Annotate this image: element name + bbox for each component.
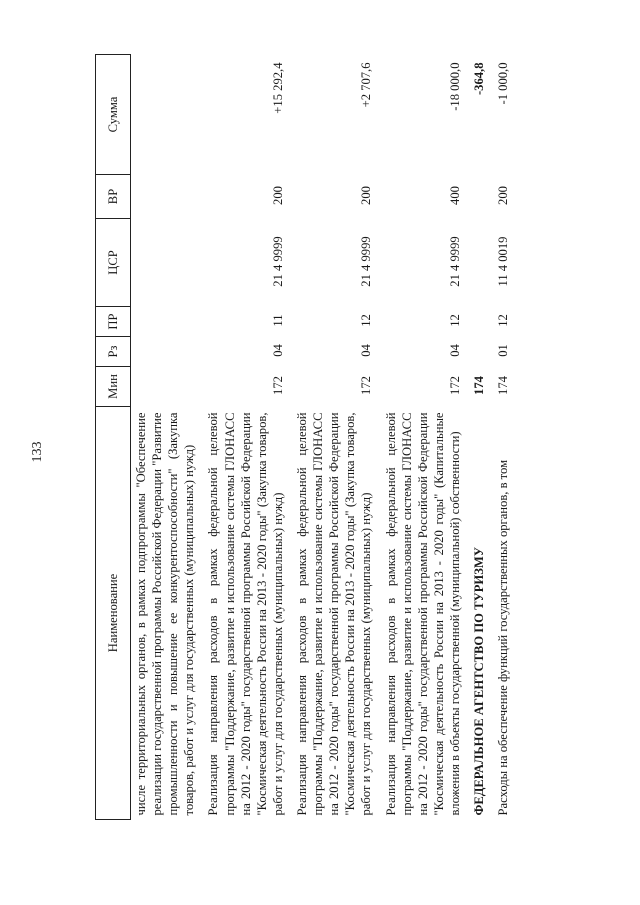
- cell-csr: [131, 219, 202, 307]
- table-row: [201, 55, 290, 820]
- table-row: [131, 55, 202, 820]
- cell-pr: 11: [270, 314, 285, 327]
- header-min: Мин: [96, 367, 131, 407]
- cell-rz: 04: [270, 344, 285, 357]
- cell-sum: +15 292,4: [270, 62, 285, 114]
- cell-sum: [131, 55, 202, 175]
- cell-csr: 21 4 9999: [447, 236, 462, 287]
- table-row: [491, 55, 515, 820]
- header-vr: ВР: [96, 175, 131, 219]
- table-row: [379, 55, 468, 820]
- cell-min: 172: [270, 376, 285, 395]
- cell-min: 172: [359, 376, 374, 395]
- table-header-row: [96, 55, 131, 820]
- header-csr: ЦСР: [96, 219, 131, 307]
- header-sum: Сумма: [96, 55, 131, 175]
- cell-vr: [467, 175, 491, 219]
- cell-sum: -1 000,0: [496, 62, 511, 105]
- cell-csr: 21 4 9999: [359, 236, 374, 287]
- table-row: [467, 55, 491, 820]
- cell-min: 172: [447, 376, 462, 395]
- cell-name: ФЕДЕРАЛЬНОЕ АГЕНТСТВО ПО ТУРИЗМУ: [472, 547, 487, 816]
- cell-csr: 21 4 9999: [270, 236, 285, 287]
- cell-csr: 11 4 0019: [496, 236, 511, 287]
- cell-min: 174: [496, 376, 511, 395]
- budget-table-container: [95, 55, 595, 820]
- cell-sum: -18 000,0: [447, 62, 462, 111]
- cell-name: Расходы на обеспечение функций государственных органов, в том: [496, 459, 511, 816]
- cell-pr: 12: [359, 314, 374, 327]
- cell-name: числе территориальных органов, в рамках подпрограммы "Обеспечение реализации государственной программы Российской Федерации "Развитие промышленности и повышение ее конкурентоспособности" (Закупка товаров, работ и услуг для государственных (муниципальных) нужд): [134, 412, 197, 816]
- cell-rz: [467, 337, 491, 367]
- table-row: [290, 55, 379, 820]
- cell-pr: 12: [447, 314, 462, 327]
- cell-vr: 200: [496, 186, 511, 205]
- cell-vr: 200: [270, 186, 285, 205]
- cell-rz: 04: [447, 344, 462, 357]
- cell-name: Реализация направления расходов в рамках федеральной целевой программы "Поддержание, развитие и использование системы ГЛОНАСС на 2012 - 2020 годы" государственной программы Российской Федерации "Космическая деятельность России на 2013 - 2020 годы" (Закупка товаров, работ и услуг для государственных (муниципальных) нужд): [294, 412, 374, 816]
- cell-rz: [131, 337, 202, 367]
- cell-pr: [131, 307, 202, 337]
- cell-pr: 12: [496, 314, 511, 327]
- cell-rz: 04: [359, 344, 374, 357]
- cell-sum: +2 707,6: [359, 62, 374, 108]
- cell-rz: 01: [496, 344, 511, 357]
- cell-min: 174: [472, 376, 487, 395]
- cell-name: Реализация направления расходов в рамках федеральной целевой программы "Поддержание, развитие и использование системы ГЛОНАСС на 2012 - 2020 годы" государственной программы Российской Федерации "Космическая деятельность России на 2013 - 2020 годы" (Закупка товаров, работ и услуг для государственных (муниципальных) нужд): [206, 412, 285, 816]
- cell-pr: [467, 307, 491, 337]
- cell-csr: [467, 219, 491, 307]
- cell-vr: 200: [359, 186, 374, 205]
- cell-name: Реализация направления расходов в рамках федеральной целевой программы "Поддержание, развитие и использование системы ГЛОНАСС на 2012 - 2020 годы" государственной программы Российской Федерации "Космическая деятельность России на 2013 - 2020 годы" (Капитальные вложения в объекты государственной (муниципальной) собственности): [383, 412, 462, 816]
- budget-table: [95, 54, 515, 820]
- header-rz: Рз: [96, 337, 131, 367]
- cell-vr: [131, 175, 202, 219]
- cell-min: [131, 367, 202, 407]
- header-name: Наименование: [96, 407, 131, 820]
- cell-sum: -364,8: [472, 62, 487, 96]
- cell-vr: 400: [447, 186, 462, 205]
- header-pr: ПР: [96, 307, 131, 337]
- page-number: 133: [30, 441, 45, 463]
